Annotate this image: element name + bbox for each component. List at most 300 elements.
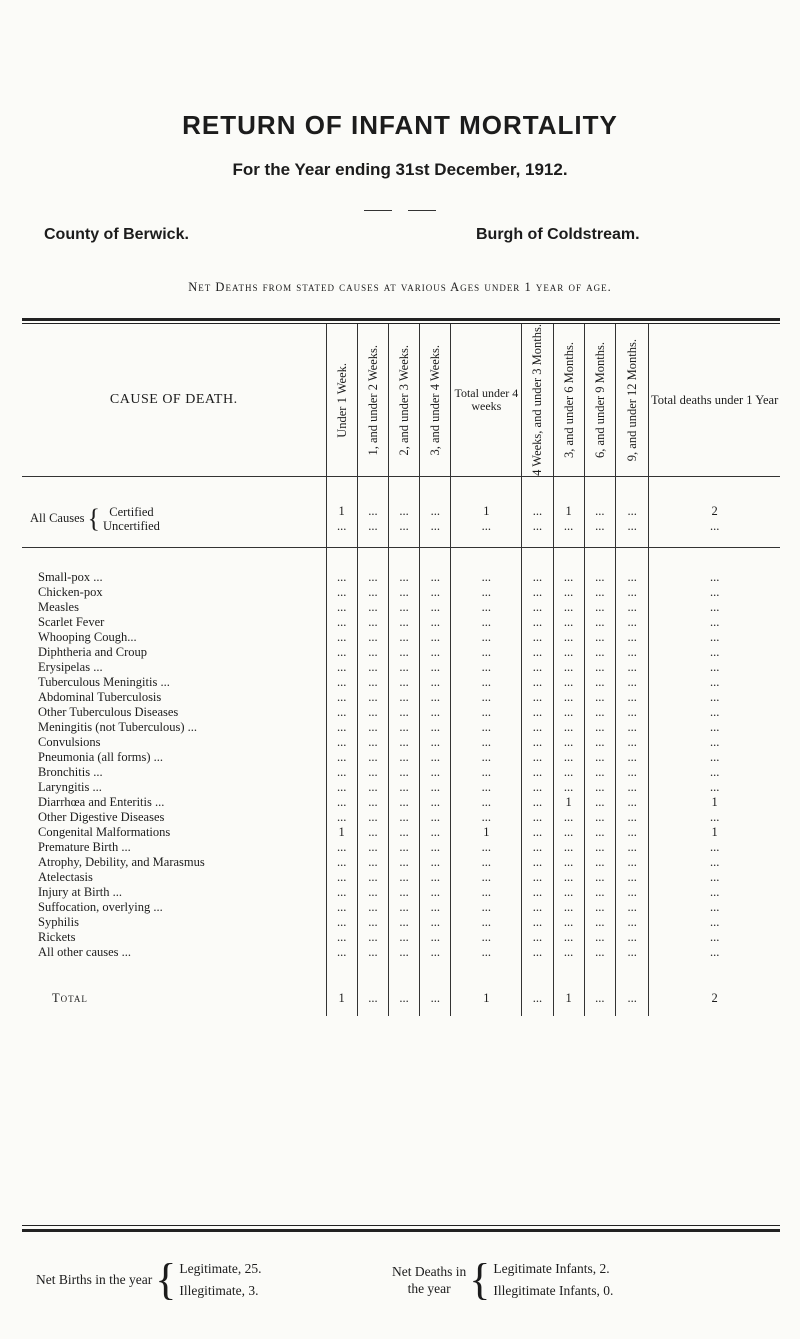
cell-value: ...: [649, 750, 780, 765]
cell-value: ...: [553, 870, 584, 885]
cell-value: ...: [615, 705, 648, 720]
cell-value: ...: [615, 885, 648, 900]
cell-value: ...: [326, 930, 357, 945]
total-value: ...: [522, 982, 553, 1016]
cell-value: ...: [389, 585, 420, 600]
cell-value: ...: [420, 600, 451, 615]
cell-value: ...: [584, 840, 615, 855]
cell-value: ...: [649, 855, 780, 870]
net-deaths-label: Net Deaths in: [392, 1264, 467, 1279]
cell-value: ...: [553, 720, 584, 735]
table-row: [22, 735, 780, 750]
cell-value: ...: [649, 645, 780, 660]
col-total-under-1-year: Total deaths under 1 Year: [649, 324, 780, 476]
cause-label: All other causes ...: [38, 944, 132, 959]
cell-value: ...: [420, 570, 451, 585]
cell-value: 1: [649, 825, 780, 840]
cell-value: ...: [451, 735, 522, 750]
cause-label: Injury at Birth ...: [38, 884, 123, 899]
cell-value: ...: [357, 705, 388, 720]
cell-value: ...: [357, 780, 388, 795]
cell-value: ...: [522, 885, 553, 900]
cell-value: ...: [615, 720, 648, 735]
burgh-label: Burgh of Coldstream.: [476, 226, 640, 243]
table-row: [22, 660, 780, 675]
cell-value: ...: [553, 825, 584, 840]
cell-value: ...: [615, 630, 648, 645]
cell-value: ...: [649, 840, 780, 855]
cell-value: ...: [451, 885, 522, 900]
cell-value: ...: [389, 630, 420, 645]
cell-value: ...: [649, 585, 780, 600]
cell-value: ...: [522, 795, 553, 810]
cell-value: ...: [615, 765, 648, 780]
cell-value: ...: [326, 705, 357, 720]
cell-value: ...: [615, 690, 648, 705]
table-row: [22, 675, 780, 690]
cell-value: ...: [451, 675, 522, 690]
cell-value: ...: [522, 660, 553, 675]
cell-value: ...: [389, 675, 420, 690]
cell-value: ...: [389, 885, 420, 900]
cause-label: Congenital Malformations: [38, 824, 171, 839]
cell-value: ...: [420, 750, 451, 765]
cell-value: ...: [649, 765, 780, 780]
cell-value: ...: [389, 855, 420, 870]
cell-value: ...: [420, 720, 451, 735]
table-heading: Net Deaths from stated causes at various Ages under 1 year of age.: [188, 280, 612, 294]
col-6-9-months: 6, and under 9 Months.: [584, 324, 615, 476]
cell-value: ...: [420, 855, 451, 870]
cell-value: ...: [522, 840, 553, 855]
header-row: [22, 324, 780, 476]
legitimate-births: Legitimate, 25.: [179, 1261, 262, 1276]
cell-value: ...: [615, 600, 648, 615]
cell-value: ...: [649, 630, 780, 645]
col-under-1-week: Under 1 Week.: [326, 324, 357, 476]
cause-label: Chicken-pox: [38, 584, 103, 599]
cause-label: Scarlet Fever: [38, 614, 105, 629]
cell-value: ...: [553, 600, 584, 615]
cell-value: ...: [357, 840, 388, 855]
cell-value: ...: [357, 675, 388, 690]
cell-value: ...: [451, 780, 522, 795]
cell-value: ...: [420, 705, 451, 720]
cell-value: ...: [357, 585, 388, 600]
col-3-6-months: 3, and under 6 Months.: [553, 324, 584, 476]
cell-value: ...: [522, 570, 553, 585]
cause-label: Other Tuberculous Diseases: [38, 704, 179, 719]
all-causes-label: All Causes { Certified Uncertified: [30, 503, 160, 533]
cell-value: ...: [522, 615, 553, 630]
cell-value: ...: [389, 945, 420, 960]
cell-value: ...: [553, 765, 584, 780]
cell-value: ...: [584, 570, 615, 585]
cell-value: ...: [615, 585, 648, 600]
cell-value: ...: [553, 615, 584, 630]
cell-value: ...: [451, 900, 522, 915]
cell-value: ...: [584, 690, 615, 705]
cell-value: ...: [326, 735, 357, 750]
cell-value: ...: [326, 900, 357, 915]
cell-value: ...: [451, 570, 522, 585]
cell-value: ...: [389, 780, 420, 795]
mortality-table: [22, 324, 780, 1016]
cell-value: ...: [522, 780, 553, 795]
cell-value: ...: [451, 645, 522, 660]
cell-value: ...: [389, 870, 420, 885]
cell-value: ...: [326, 660, 357, 675]
cell-value: ...: [649, 915, 780, 930]
cell-value: ...: [451, 840, 522, 855]
cell-value: 1: [326, 825, 357, 840]
cell-value: ...: [522, 825, 553, 840]
table-row: [22, 795, 780, 810]
cell-value: ...: [420, 810, 451, 825]
county-label: County of Berwick.: [44, 226, 189, 243]
cell-value: ...: [615, 615, 648, 630]
total-value: ...: [389, 982, 420, 1016]
table-row: [22, 930, 780, 945]
cell-value: ...: [326, 870, 357, 885]
cell-value: ...: [451, 750, 522, 765]
total-row: [22, 982, 780, 1016]
cell-value: ...: [451, 615, 522, 630]
cell-value: ...: [584, 585, 615, 600]
cell-value: ...: [615, 945, 648, 960]
cell-value: ...: [649, 810, 780, 825]
cell-value: ...: [553, 900, 584, 915]
cell-value: ...: [649, 930, 780, 945]
cell-value: ...: [420, 675, 451, 690]
cell-value: ...: [615, 660, 648, 675]
cell-value: ...: [451, 795, 522, 810]
cell-value: ...: [326, 570, 357, 585]
cell-value: ...: [451, 585, 522, 600]
cell-value: ...: [326, 945, 357, 960]
cell-value: ...: [649, 600, 780, 615]
cell-value: ...: [584, 720, 615, 735]
cell-value: ...: [553, 630, 584, 645]
cell-value: ...: [451, 690, 522, 705]
cell-value: ...: [649, 885, 780, 900]
table-row: [22, 690, 780, 705]
cell-value: ...: [451, 720, 522, 735]
top-rule: [22, 318, 780, 321]
cause-label: Pneumonia (all forms) ...: [38, 749, 163, 764]
cell-value: ...: [326, 750, 357, 765]
page-title: RETURN OF INFANT MORTALITY: [182, 110, 618, 140]
net-deaths-label-2: the year: [407, 1281, 451, 1296]
cause-label: Premature Birth ...: [38, 839, 131, 854]
cell-value: ...: [615, 915, 648, 930]
cell-value: ...: [357, 750, 388, 765]
cell-value: ...: [389, 795, 420, 810]
illegitimate-deaths: Illegitimate Infants, 0.: [493, 1283, 614, 1298]
cell-value: ...: [326, 675, 357, 690]
cell-value: ...: [649, 735, 780, 750]
cell-value: ...: [615, 570, 648, 585]
cell-value: ...: [357, 600, 388, 615]
table-row: [22, 885, 780, 900]
col-2-3-weeks: 2, and under 3 Weeks.: [389, 324, 420, 476]
cell-value: ...: [522, 870, 553, 885]
cell-value: ...: [615, 825, 648, 840]
table-row: [22, 630, 780, 645]
cell-value: ...: [553, 930, 584, 945]
cell-value: ...: [389, 570, 420, 585]
col-1-2-weeks: 1, and under 2 Weeks.: [357, 324, 388, 476]
table-row: [22, 570, 780, 585]
cell-value: ...: [584, 675, 615, 690]
cell-value: ...: [420, 780, 451, 795]
cell-value: ...: [326, 645, 357, 660]
cell-value: ...: [357, 660, 388, 675]
cell-value: ...: [584, 615, 615, 630]
cell-value: ...: [522, 900, 553, 915]
cell-value: ...: [389, 840, 420, 855]
cause-label: Whooping Cough...: [38, 629, 137, 644]
cell-value: ...: [420, 690, 451, 705]
cell-value: ...: [553, 750, 584, 765]
cell-value: ...: [451, 915, 522, 930]
cell-value: ...: [649, 660, 780, 675]
cell-value: ...: [615, 645, 648, 660]
cell-value: ...: [615, 675, 648, 690]
cell-value: ...: [389, 810, 420, 825]
cell-value: ...: [615, 735, 648, 750]
cell-value: ...: [451, 630, 522, 645]
divider: [0, 198, 800, 216]
cell-value: ...: [553, 585, 584, 600]
cell-value: ...: [584, 855, 615, 870]
cell-value: ...: [326, 855, 357, 870]
cell-value: ...: [649, 615, 780, 630]
cell-value: ...: [584, 660, 615, 675]
cell-value: ...: [522, 690, 553, 705]
cell-value: ...: [420, 825, 451, 840]
cell-value: ...: [522, 750, 553, 765]
cell-value: ...: [420, 840, 451, 855]
cell-value: ...: [522, 930, 553, 945]
total-label: Total: [52, 991, 88, 1006]
cell-value: ...: [553, 810, 584, 825]
cell-value: ...: [553, 885, 584, 900]
cell-value: ...: [584, 600, 615, 615]
brace-icon: {: [469, 1255, 491, 1304]
cell-value: ...: [615, 900, 648, 915]
cell-value: ...: [584, 945, 615, 960]
cause-label: Atelectasis: [38, 869, 93, 884]
cell-value: ...: [615, 870, 648, 885]
cell-value: ...: [389, 690, 420, 705]
cell-value: ...: [649, 720, 780, 735]
cell-value: ...: [326, 585, 357, 600]
cell-value: ...: [357, 765, 388, 780]
col-total-under-4-weeks: Total under 4 weeks: [451, 324, 522, 476]
cell-value: ...: [615, 795, 648, 810]
cell-value: ...: [420, 930, 451, 945]
cell-value: ...: [649, 675, 780, 690]
cell-value: 1: [649, 795, 780, 810]
cell-value: ...: [553, 780, 584, 795]
cell-value: ...: [553, 855, 584, 870]
cell-value: ...: [357, 645, 388, 660]
cell-value: ...: [357, 570, 388, 585]
cell-value: ...: [553, 645, 584, 660]
cell-value: ...: [357, 810, 388, 825]
cell-value: ...: [326, 780, 357, 795]
cell-value: ...: [553, 570, 584, 585]
cell-value: ...: [615, 780, 648, 795]
cell-value: ...: [584, 810, 615, 825]
cell-value: ...: [649, 945, 780, 960]
table-row: [22, 900, 780, 915]
cell-value: ...: [584, 930, 615, 945]
cell-value: ...: [420, 900, 451, 915]
cell-value: ...: [389, 930, 420, 945]
total-value: 1: [451, 982, 522, 1016]
cell-value: ...: [584, 750, 615, 765]
cell-value: ...: [420, 735, 451, 750]
cell-value: ...: [584, 645, 615, 660]
cell-value: ...: [451, 810, 522, 825]
table-row: [22, 825, 780, 840]
cause-label: Small-pox ...: [38, 569, 103, 584]
table-row: [22, 945, 780, 960]
cell-value: ...: [584, 915, 615, 930]
cell-value: ...: [389, 750, 420, 765]
cell-value: ...: [451, 705, 522, 720]
cell-value: ...: [615, 855, 648, 870]
cell-value: ...: [357, 885, 388, 900]
cell-value: ...: [451, 870, 522, 885]
cell-value: ...: [522, 705, 553, 720]
col-4-weeks-3-months: 4 Weeks, and under 3 Months.: [522, 324, 553, 476]
cell-value: ...: [357, 825, 388, 840]
legitimate-deaths: Legitimate Infants, 2.: [493, 1261, 610, 1276]
cell-value: ...: [389, 900, 420, 915]
cell-value: ...: [357, 900, 388, 915]
cell-value: ...: [389, 720, 420, 735]
cell-value: ...: [584, 705, 615, 720]
cell-value: ...: [420, 645, 451, 660]
cell-value: ...: [326, 915, 357, 930]
cell-value: ...: [389, 735, 420, 750]
cause-label: Other Digestive Diseases: [38, 809, 165, 824]
table-row: [22, 840, 780, 855]
cell-value: ...: [522, 915, 553, 930]
all-causes-row: All Causes { Certified Uncertified 1 ... ... ... ... ... ... ... 1 ... ... ... 1 ... ... ... ... ... 2 ...: [22, 499, 780, 539]
net-births-label: Net Births in the year: [36, 1272, 153, 1287]
cell-value: ...: [553, 735, 584, 750]
bottom-rule-thick: [22, 1229, 780, 1232]
cell-value: ...: [357, 945, 388, 960]
cell-value: ...: [553, 915, 584, 930]
cell-value: ...: [522, 855, 553, 870]
cell-value: ...: [553, 705, 584, 720]
net-deaths-summary: [392, 1255, 614, 1304]
cell-value: ...: [357, 720, 388, 735]
cell-value: ...: [420, 885, 451, 900]
table-row: [22, 585, 780, 600]
cell-value: ...: [451, 930, 522, 945]
cell-value: ...: [522, 810, 553, 825]
col-9-12-months: 9, and under 12 Months.: [615, 324, 648, 476]
cell-value: ...: [584, 900, 615, 915]
cell-value: ...: [584, 630, 615, 645]
cell-value: ...: [389, 765, 420, 780]
page-subtitle: For the Year ending 31st December, 1912.: [232, 160, 568, 179]
cell-value: ...: [522, 630, 553, 645]
cell-value: ...: [584, 735, 615, 750]
cause-label: Meningitis (not Tuberculous) ...: [38, 719, 198, 734]
cell-value: ...: [553, 660, 584, 675]
total-value: ...: [420, 982, 451, 1016]
total-value: ...: [357, 982, 388, 1016]
cell-value: 1: [451, 825, 522, 840]
table-row: [22, 810, 780, 825]
cell-value: ...: [553, 840, 584, 855]
table-row: [22, 855, 780, 870]
cell-value: ...: [326, 690, 357, 705]
cell-value: ...: [326, 615, 357, 630]
cell-value: ...: [357, 690, 388, 705]
cell-value: ...: [451, 660, 522, 675]
cell-value: ...: [326, 720, 357, 735]
brace-icon: {: [155, 1255, 177, 1304]
cell-value: ...: [451, 600, 522, 615]
cell-value: ...: [649, 900, 780, 915]
cell-value: ...: [326, 840, 357, 855]
table-row: [22, 870, 780, 885]
cell-value: ...: [584, 765, 615, 780]
cell-value: ...: [420, 660, 451, 675]
cell-value: ...: [357, 870, 388, 885]
cause-label: Rickets: [38, 929, 76, 944]
cell-value: ...: [357, 630, 388, 645]
cell-value: ...: [649, 690, 780, 705]
cell-value: ...: [389, 915, 420, 930]
cell-value: ...: [615, 840, 648, 855]
cause-label: Measles: [38, 599, 79, 614]
brace-icon: {: [87, 503, 100, 533]
table-row: [22, 765, 780, 780]
cell-value: ...: [615, 930, 648, 945]
cell-value: ...: [584, 870, 615, 885]
col-cause-header: CAUSE OF DEATH.: [22, 324, 326, 476]
cell-value: 1: [553, 795, 584, 810]
cell-value: ...: [357, 795, 388, 810]
cell-value: ...: [389, 645, 420, 660]
cell-value: ...: [420, 870, 451, 885]
cell-value: ...: [326, 795, 357, 810]
cause-label: Atrophy, Debility, and Marasmus: [38, 854, 205, 869]
cell-value: ...: [420, 615, 451, 630]
cell-value: ...: [420, 795, 451, 810]
table-row: [22, 615, 780, 630]
cell-value: ...: [326, 885, 357, 900]
cell-value: ...: [389, 705, 420, 720]
cause-label: Laryngitis ...: [38, 779, 102, 794]
cell-value: ...: [522, 720, 553, 735]
cause-label: Abdominal Tuberculosis: [38, 689, 162, 704]
table-row: [22, 780, 780, 795]
illegitimate-births: Illegitimate, 3.: [179, 1283, 259, 1298]
cell-value: ...: [649, 705, 780, 720]
cell-value: ...: [326, 765, 357, 780]
cell-value: ...: [326, 810, 357, 825]
